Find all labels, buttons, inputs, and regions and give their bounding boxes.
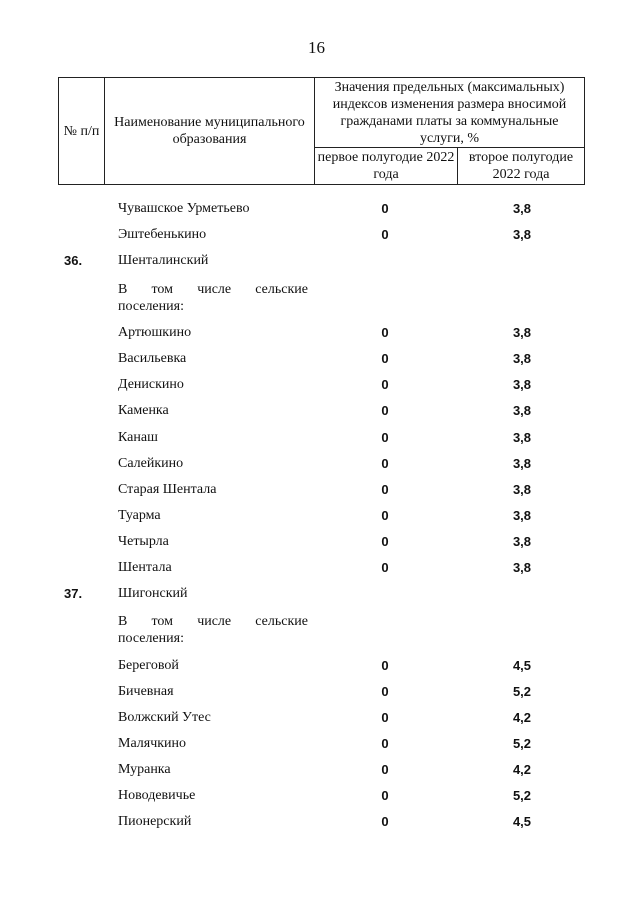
row-name: Волжский Утес — [118, 710, 211, 725]
row-second-half: 5,2 — [512, 788, 532, 803]
table-row — [0, 224, 633, 246]
row-first-half: 0 — [381, 227, 389, 242]
table-row — [0, 733, 633, 755]
row-name: Артюшкино — [118, 325, 192, 340]
row-first-half: 0 — [381, 508, 389, 523]
row-first-half: 0 — [381, 736, 389, 751]
row-name: Туарма — [118, 508, 161, 523]
row-second-half: 3,8 — [512, 325, 532, 340]
column-header-values: Значения предельных (максимальных) индексов изменения размера вносимой гражданами платы за коммунальные услуги, % — [315, 78, 585, 148]
table-row — [0, 583, 633, 605]
row-name: Денискино — [118, 377, 184, 392]
row-first-half: 0 — [381, 351, 389, 366]
table-row — [0, 250, 633, 272]
column-header-name: Наименование муниципального образования — [105, 78, 315, 185]
row-second-half: 4,5 — [512, 658, 532, 673]
row-first-half: 0 — [381, 482, 389, 497]
row-name: Береговой — [118, 658, 179, 673]
row-first-half: 0 — [381, 377, 389, 392]
row-second-half: 5,2 — [512, 684, 532, 699]
table-row — [0, 505, 633, 527]
table-row — [0, 785, 633, 807]
row-first-half: 0 — [381, 814, 389, 829]
row-first-half: 0 — [381, 658, 389, 673]
table-row — [0, 427, 633, 449]
column-header-second-half: второе полугодие 2022 года — [458, 148, 585, 185]
row-first-half: 0 — [381, 456, 389, 471]
column-header-number: № п/п — [59, 78, 105, 185]
row-name: Каменка — [118, 403, 169, 418]
table-row — [0, 400, 633, 422]
table-row — [0, 374, 633, 396]
row-second-half: 3,8 — [512, 534, 532, 549]
row-second-half: 3,8 — [512, 201, 532, 216]
table-row — [0, 348, 633, 370]
table-row — [0, 759, 633, 781]
row-second-half: 3,8 — [512, 482, 532, 497]
row-name: Новодевичье — [118, 788, 196, 803]
row-first-half: 0 — [381, 762, 389, 777]
row-second-half: 4,2 — [512, 710, 532, 725]
row-second-half: 3,8 — [512, 227, 532, 242]
row-second-half: 3,8 — [512, 508, 532, 523]
row-first-half: 0 — [381, 430, 389, 445]
row-first-half: 0 — [381, 325, 389, 340]
table-row — [0, 557, 633, 579]
row-name: Салейкино — [118, 456, 184, 471]
row-number: 37. — [64, 586, 83, 601]
row-second-half: 3,8 — [512, 351, 532, 366]
table-row — [0, 479, 633, 501]
row-name: Бичевная — [118, 684, 174, 699]
table-row — [0, 322, 633, 344]
row-second-half: 3,8 — [512, 430, 532, 445]
row-second-half: 4,5 — [512, 814, 532, 829]
row-first-half: 0 — [381, 403, 389, 418]
row-first-half: 0 — [381, 534, 389, 549]
row-first-half: 0 — [381, 788, 389, 803]
row-name: Чувашское Урметьево — [118, 201, 250, 216]
page-number: 16 — [308, 38, 325, 57]
row-second-half: 3,8 — [512, 377, 532, 392]
table-row — [0, 655, 633, 677]
row-first-half: 0 — [381, 560, 389, 575]
row-number: 36. — [64, 253, 83, 268]
row-name: Шенталинский — [118, 253, 209, 268]
subheading-note: В том числе сельские поселения: — [118, 282, 308, 314]
row-second-half: 3,8 — [512, 560, 532, 575]
column-header-first-half: первое полугодие 2022 года — [315, 148, 458, 185]
row-first-half: 0 — [381, 710, 389, 725]
table-row — [0, 453, 633, 475]
row-name: Шигонский — [118, 586, 188, 601]
table-row — [0, 707, 633, 729]
row-name: Малячкино — [118, 736, 187, 751]
row-name: Эштебенькино — [118, 227, 207, 242]
row-first-half: 0 — [381, 684, 389, 699]
row-second-half: 3,8 — [512, 403, 532, 418]
row-name: Муранка — [118, 762, 171, 777]
table-row — [0, 531, 633, 553]
table-row — [0, 681, 633, 703]
subheading-note: В том числе сельские поселения: — [118, 614, 308, 646]
row-second-half: 4,2 — [512, 762, 532, 777]
row-second-half: 3,8 — [512, 456, 532, 471]
row-first-half: 0 — [381, 201, 389, 216]
row-name: Старая Шентала — [118, 482, 217, 497]
row-name: Васильевка — [118, 351, 187, 366]
row-name: Канаш — [118, 430, 158, 445]
table-row — [0, 811, 633, 833]
row-name: Шентала — [118, 560, 172, 575]
row-name: Четырла — [118, 534, 169, 549]
row-name: Пионерский — [118, 814, 192, 829]
row-second-half: 5,2 — [512, 736, 532, 751]
table-row — [0, 198, 633, 220]
